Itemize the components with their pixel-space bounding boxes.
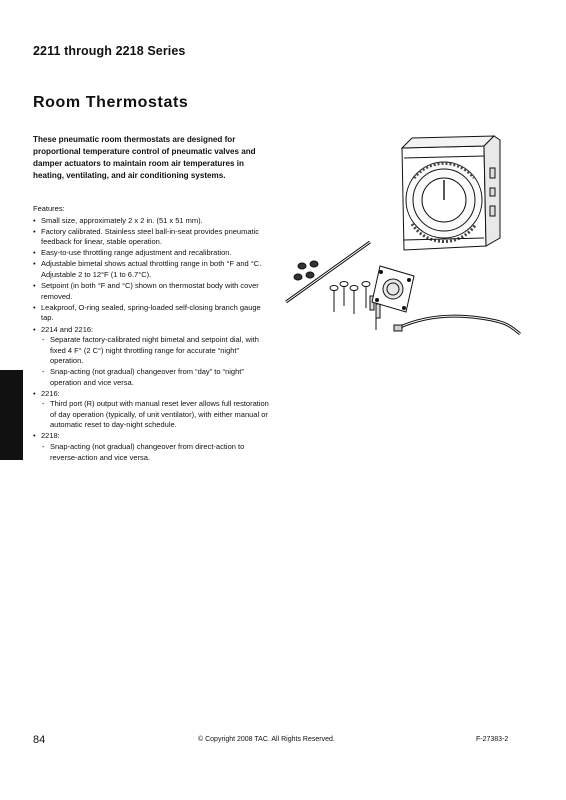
feature-item-label: 2216:: [41, 388, 60, 398]
sub-list: [41, 399, 273, 431]
feature-item: • Leakproof, O-ring sealed, spring-loaded self-closing branch gauge tap.: [33, 303, 273, 324]
feature-item-label: 2214 and 2216:: [41, 324, 94, 334]
sub-item: - Separate factory-calibrated night bimetal and setpoint dial, with fixed 4 F° (2 C°) night throttling range for accurate “night” operation.: [41, 335, 273, 367]
features-label: Features:: [33, 204, 65, 213]
feature-item-2218: [33, 431, 273, 463]
page-number: 84: [33, 734, 46, 746]
feature-item: • Easy-to-use throttling range adjustment and recalibration.: [33, 248, 273, 259]
feature-item-label: 2218:: [41, 431, 60, 441]
page-heading: Room Thermostats: [33, 94, 189, 111]
feature-item: • Small size, approximately 2 x 2 in. (51 x 51 mm).: [33, 216, 273, 227]
feature-item-2216: [33, 389, 273, 431]
copyright-text: © Copyright 2008 TAC. All Rights Reserved.: [198, 736, 335, 743]
features-list: [33, 216, 273, 464]
document-code: F-27383-2: [476, 736, 509, 743]
features-section: [33, 204, 273, 464]
feature-item: • Adjustable bimetal shows actual throttling range in both °F and °C. Adjustable 2 to 12°F (1 to 6.7°C).: [33, 259, 273, 280]
section-tab: [0, 370, 23, 460]
sub-list: [41, 335, 273, 388]
thermostat-illustration: [284, 128, 524, 348]
feature-item: • Factory calibrated. Stainless steel ball-in-seat provides pneumatic feedback for linear, stable operation.: [33, 227, 273, 248]
sub-list: [41, 442, 273, 463]
sub-item: - Snap-acting (not gradual) changeover from direct-action to reverse-action and vice versa.: [41, 442, 273, 463]
feature-item-2214: [33, 325, 273, 389]
sub-item: - Third port (R) output with manual reset lever allows full restoration of day operation (typically, of unit ventilator), with either manual or automatic reset to day-night schedule.: [41, 399, 273, 431]
sub-item: - Snap-acting (not gradual) changeover from “day” to “night” operation and vice versa.: [41, 367, 273, 388]
series-title: 2211 through 2218 Series: [33, 44, 186, 58]
intro-paragraph: These pneumatic room thermostats are designed for proportional temperature control of pneumatic valves and damper actuators to maintain room air temperatures in heating, ventilating, and air conditioning systems.: [33, 135, 256, 181]
feature-item: • Setpoint (in both °F and °C) shown on thermostat body with cover removed.: [33, 281, 273, 302]
